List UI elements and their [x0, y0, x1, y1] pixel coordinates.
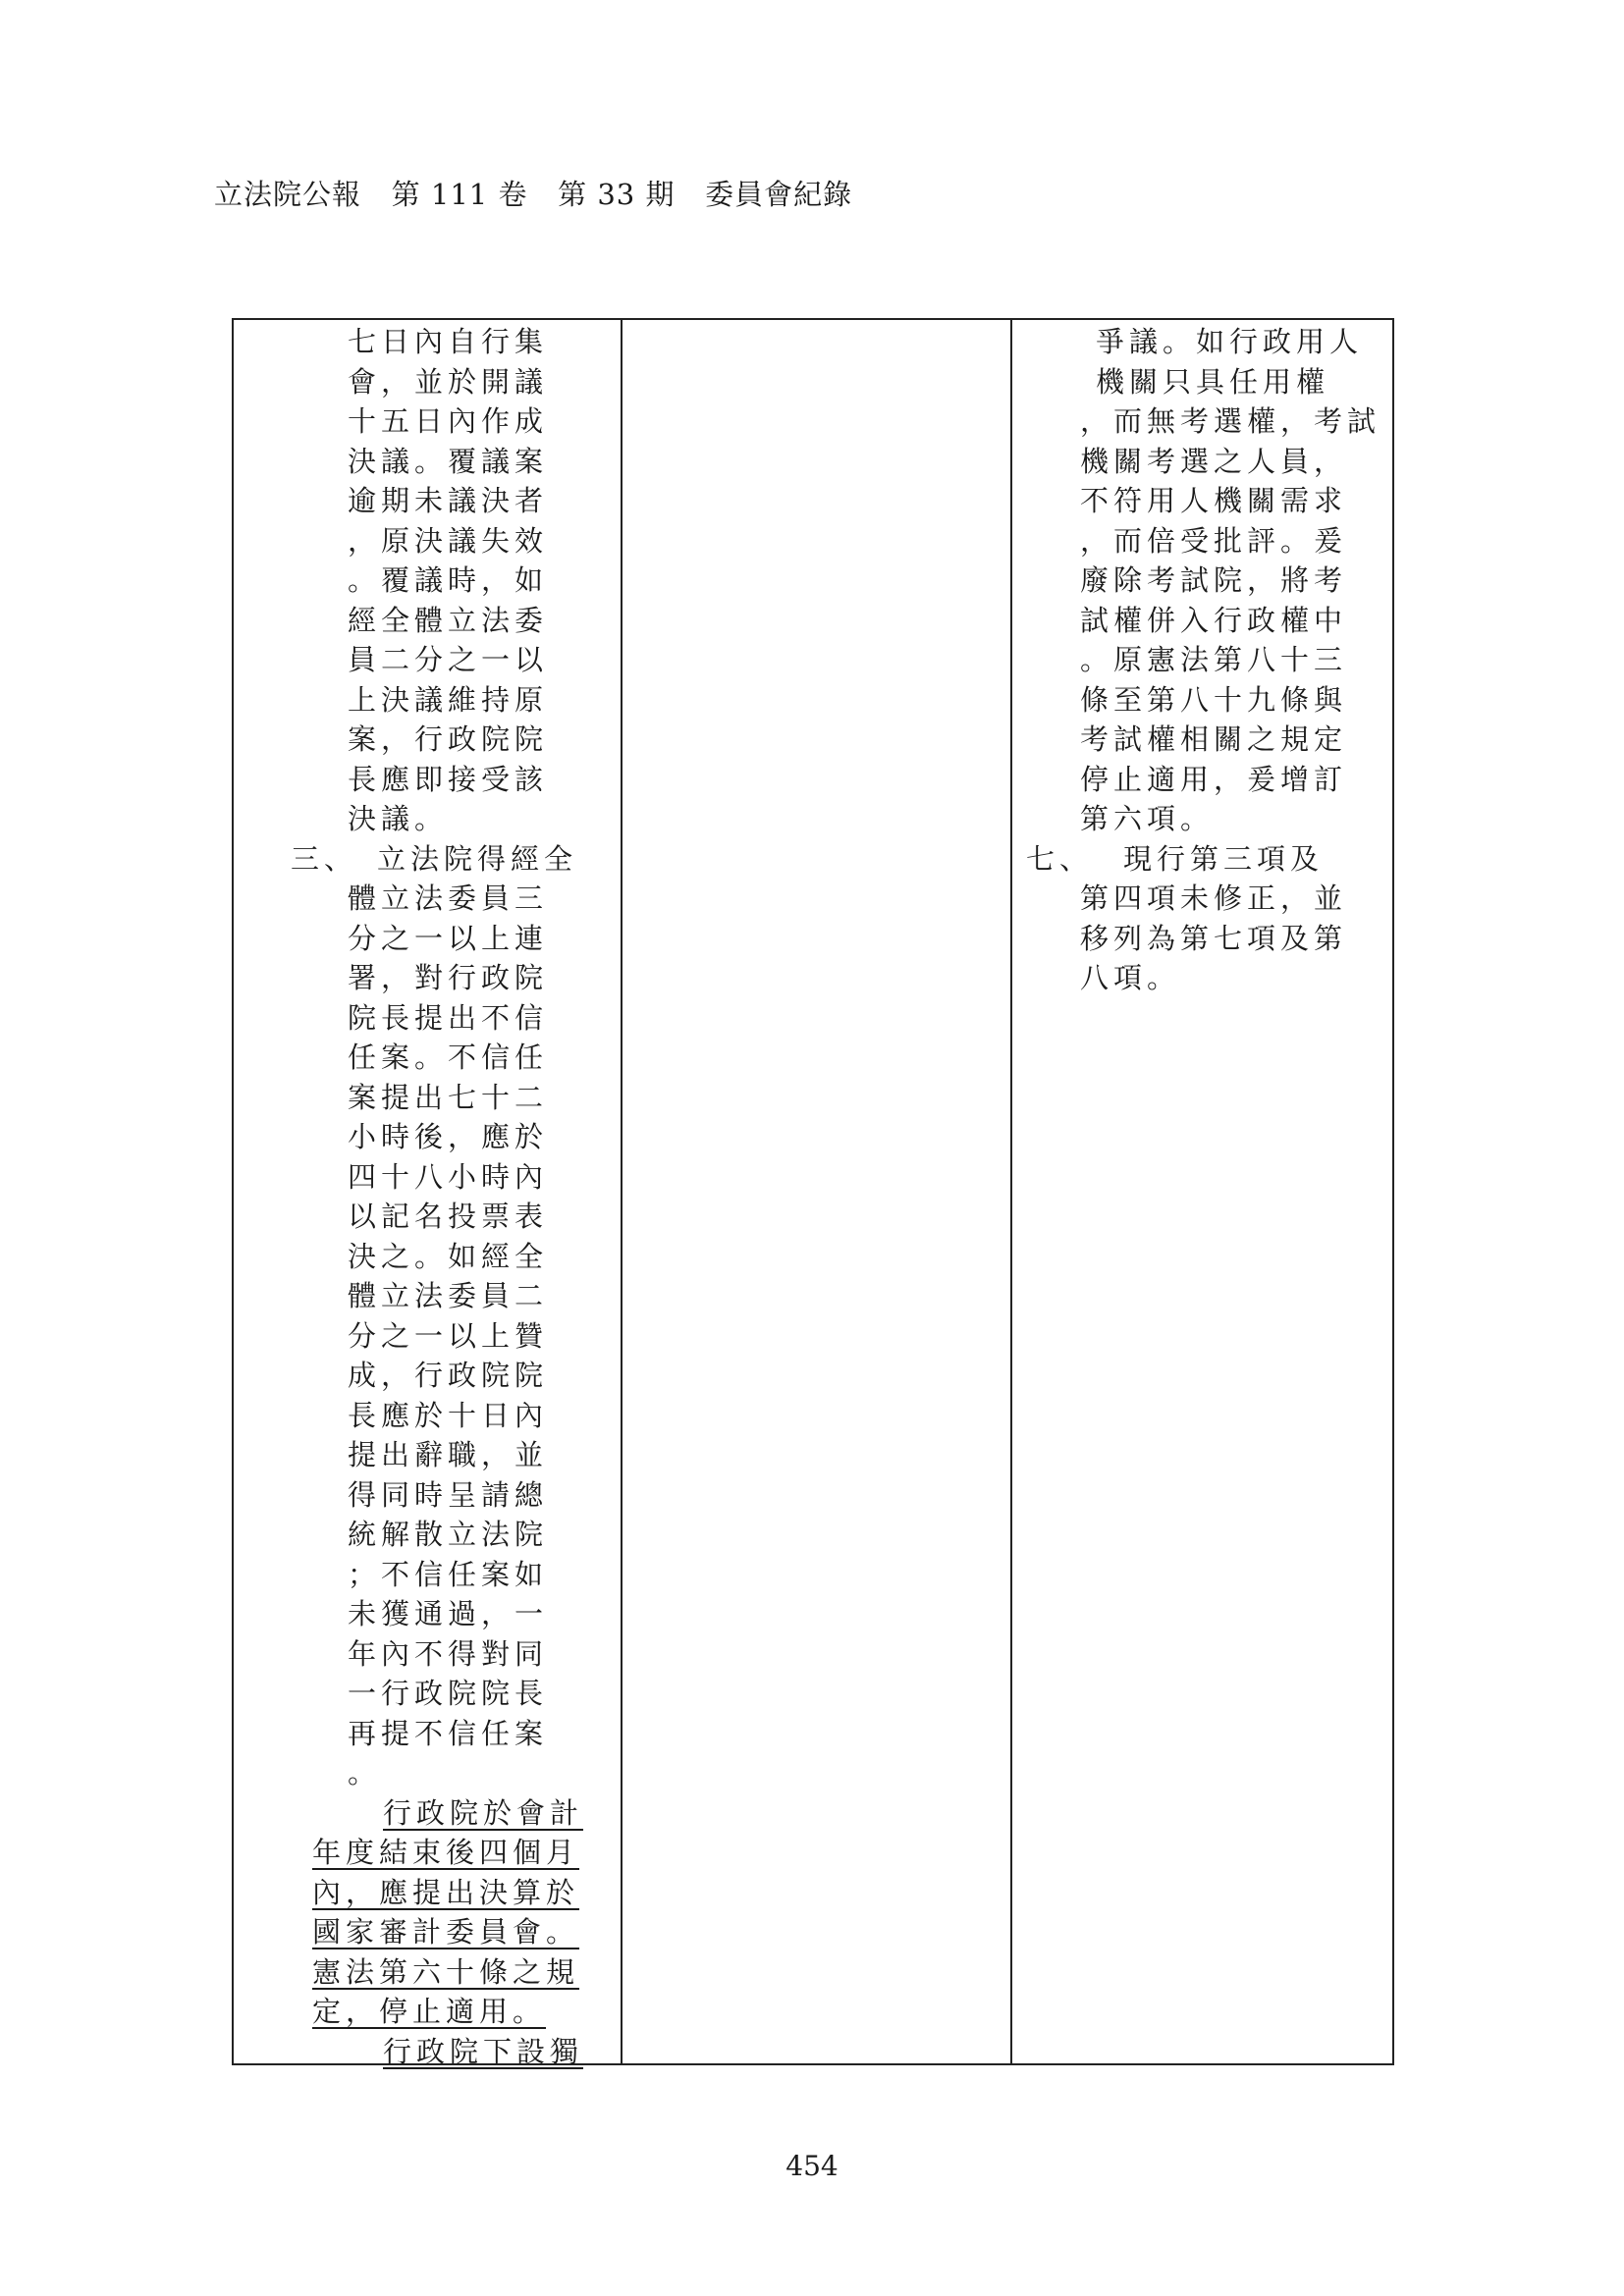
line-text: 機關只具任用權	[1096, 364, 1330, 399]
page-number: 454	[785, 2150, 839, 2182]
line-text: 。	[348, 1756, 382, 1789]
line-text: 再提不信任案	[348, 1716, 549, 1750]
line-text: 署，對行政院	[348, 961, 549, 994]
line-text: 會，並於開議	[348, 364, 549, 399]
line-text: 員二分之一以	[348, 643, 549, 676]
line-text: 任案。不信任	[348, 1041, 549, 1074]
line-text: 內，應提出決算於	[312, 1875, 580, 1909]
comparison-table	[232, 318, 1394, 2068]
line-text: 年內不得對同	[348, 1636, 549, 1671]
line-text: 十五日內作成	[348, 404, 549, 438]
line-text: 年度結束後四個月	[312, 1836, 580, 1869]
line-text: 爭議。如行政用人	[1096, 325, 1364, 358]
line-text: 得同時呈請總	[348, 1477, 549, 1512]
line-text: 考試權相關之規定	[1080, 722, 1348, 756]
line-text: 。覆議時，如	[348, 563, 549, 597]
line-text: 長應於十日內	[348, 1398, 549, 1432]
line-text: 條至第八十九條與	[1080, 682, 1348, 717]
line-text: 決議。覆議案	[348, 444, 549, 478]
line-text: 上決議維持原	[348, 682, 549, 717]
line-text: 機關考選之人員，	[1080, 444, 1348, 478]
line-text: 八項。	[1080, 961, 1181, 994]
line-text: 案提出七十二	[348, 1080, 549, 1114]
line-text: 七日內自行集	[348, 325, 549, 358]
line-text: 憲法第六十條之規	[312, 1954, 580, 1989]
line-text: 分之一以上連	[348, 921, 549, 955]
line-text: 案，行政院院	[348, 722, 549, 756]
line-text: 移列為第七項及第	[1080, 921, 1348, 955]
line-text: ，而無考選權，考試	[1080, 404, 1381, 438]
line-text: 長應即接受該	[348, 762, 549, 796]
line-text: 院長提出不信	[348, 1000, 549, 1035]
line-text: 未獲通過，一	[348, 1597, 549, 1630]
line-text: 以記名投票表	[348, 1200, 549, 1233]
column-divider	[621, 320, 623, 2063]
publication-name: 立法院公報	[214, 178, 362, 211]
line-text: 決議。	[348, 802, 449, 835]
line-text: 定，停止適用。	[312, 1995, 547, 2028]
volume-number: 第 111 卷	[391, 178, 528, 211]
line-text: 第四項未修正，並	[1080, 881, 1348, 915]
item-marker: 三、	[291, 841, 358, 876]
line-text: 一行政院院長	[348, 1677, 549, 1710]
line-text: ，而倍受批評。爰	[1080, 523, 1348, 558]
line-text: 現行第三項及	[1123, 841, 1325, 876]
line-text: 停止適用，爰增訂	[1080, 762, 1348, 796]
line-text: 決之。如經全	[348, 1239, 549, 1273]
line-text: 立法院得經全	[377, 841, 578, 876]
line-text: 不符用人機關需求	[1080, 484, 1348, 517]
line-text: 行政院於會計	[383, 1795, 584, 1830]
line-text: 行政院下設獨	[383, 2034, 584, 2068]
line-text: 提出辭職，並	[348, 1438, 549, 1471]
line-text: ；不信任案如	[348, 1557, 549, 1591]
issue-number: 第 33 期	[558, 178, 676, 211]
line-text: 小時後，應於	[348, 1120, 549, 1153]
line-text: 。原憲法第八十三	[1080, 643, 1348, 676]
line-text: ，原決議失效	[348, 523, 549, 558]
publication-header	[214, 173, 852, 213]
line-text: 國家審計委員會。	[312, 1915, 580, 1949]
line-text: 統解散立法院	[348, 1518, 549, 1551]
line-text: 四十八小時內	[348, 1159, 549, 1194]
line-text: 試權併入行政權中	[1080, 603, 1348, 637]
section-name: 委員會紀錄	[705, 178, 853, 211]
column-divider	[1010, 320, 1012, 2063]
line-text: 廢除考試院，將考	[1080, 563, 1348, 597]
line-text: 成，行政院院	[348, 1359, 549, 1392]
line-text: 逾期未議決者	[348, 484, 549, 517]
line-text: 經全體立法委	[348, 603, 549, 637]
line-text: 體立法委員二	[348, 1279, 549, 1312]
item-marker: 七、	[1026, 841, 1094, 876]
line-text: 第六項。	[1080, 802, 1215, 835]
line-text: 體立法委員三	[348, 881, 549, 915]
line-text: 分之一以上贊	[348, 1318, 549, 1353]
